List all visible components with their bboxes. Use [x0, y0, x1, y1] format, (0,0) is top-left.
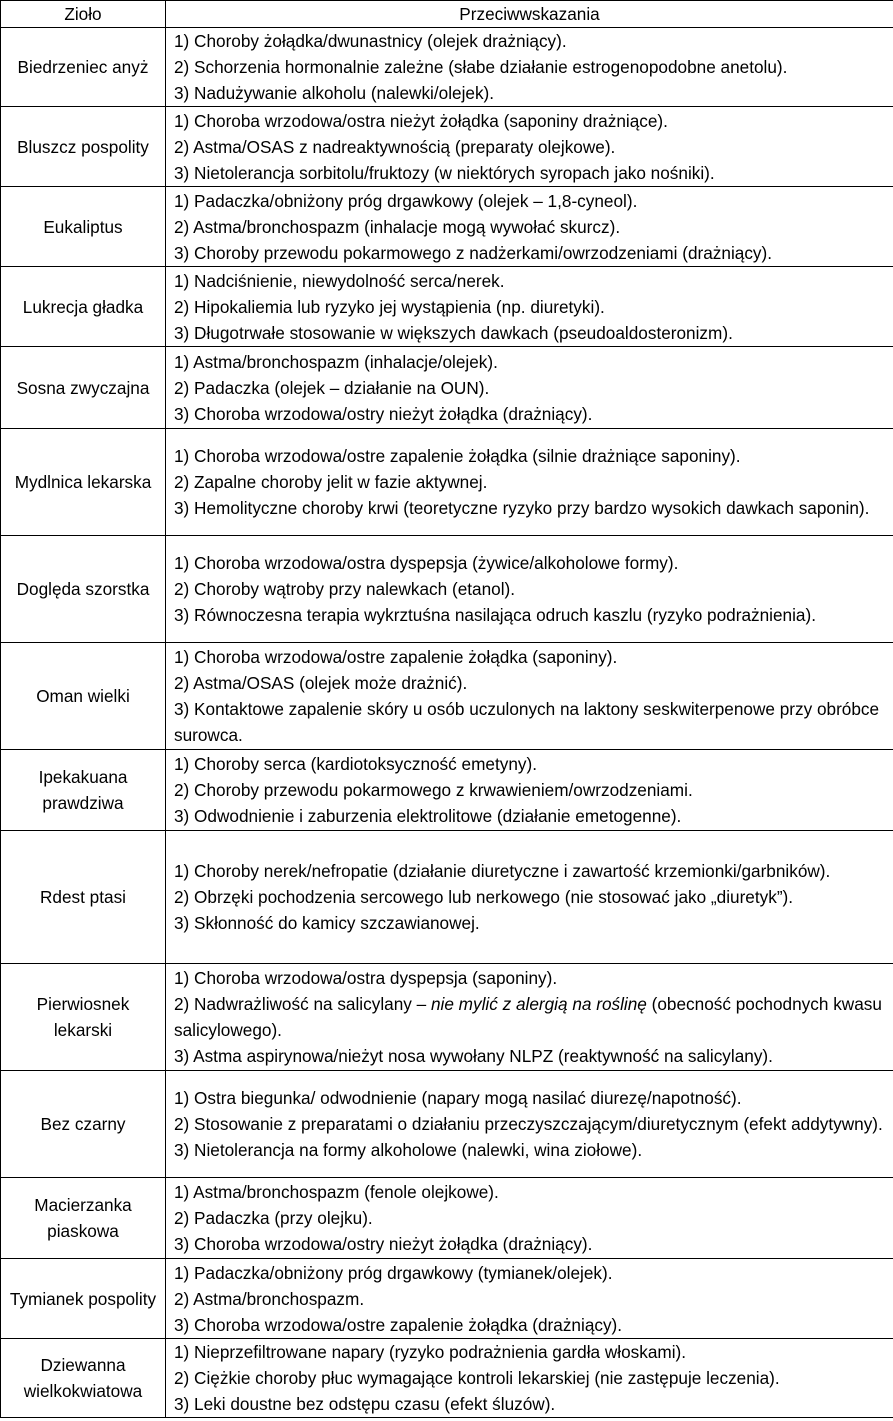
contraindications-cell: [166, 1178, 893, 1259]
herb-name: Pierwiosnek lekarski: [1, 964, 166, 1071]
contraindication-item: 2) Ciężkie choroby płuc wymagające kontroli lekarskiej (nie zastępuje leczenia).: [174, 1368, 780, 1388]
contraindication-item: 3) Skłonność do kamicy szczawianowej.: [174, 913, 480, 933]
table-row: [1, 964, 893, 1071]
table-row: [1, 1178, 893, 1259]
contraindication-item: 1) Ostra biegunka/ odwodnienie (napary mogą nasilać diurezę/napotność).: [174, 1088, 742, 1108]
contraindication-item: 3) Odwodnienie i zaburzenia elektrolitowe (działanie emetogenne).: [174, 806, 682, 826]
contraindications-cell: [166, 1259, 893, 1339]
contraindications-cell: [166, 429, 893, 536]
contraindication-item: 1) Choroby serca (kardiotoksyczność emetyny).: [174, 754, 537, 774]
contraindication-item: 3) Nadużywanie alkoholu (nalewki/olejek).: [174, 83, 495, 103]
herb-name: Ipekakuana prawdziwa: [1, 750, 166, 831]
contraindication-item: 2) Schorzenia hormonalnie zależne (słabe działanie estrogenopodobne anetolu).: [174, 57, 788, 77]
table-row: [1, 750, 893, 831]
header-herb: Zioło: [1, 1, 166, 28]
herb-name: Doględa szorstka: [1, 536, 166, 643]
contraindication-item: 1) Choroby nerek/nefropatie (działanie diuretyczne i zawartość krzemionki/garbników).: [174, 861, 831, 881]
contraindications-cell: [166, 267, 893, 347]
herb-name: Macierzanka piaskowa: [1, 1178, 166, 1259]
contraindication-item: 3) Nietolerancja na formy alkoholowe (nalewki, wina ziołowe).: [174, 1140, 643, 1160]
contraindications-cell: [166, 347, 893, 429]
contraindication-item: 2) Padaczka (przy olejku).: [174, 1208, 373, 1228]
herb-name: Eukaliptus: [1, 187, 166, 267]
contraindication-item: 1) Astma/bronchospazm (inhalacje/olejek).: [174, 351, 498, 372]
contraindication-item: 3) Leki doustne bez odstępu czasu (efekt śluzów).: [174, 1394, 556, 1414]
herb-name: Sosna zwyczajna: [1, 347, 166, 429]
contraindication-item: 3) Równoczesna terapia wykrztuśna nasilająca odruch kaszlu (ryzyko podrażnienia).: [174, 605, 816, 625]
contraindications-cell: [166, 831, 893, 964]
contraindication-item: 2) Choroby wątroby przy nalewkach (etanol).: [174, 579, 516, 599]
table-row: [1, 28, 893, 107]
contraindications-cell: [166, 964, 893, 1071]
contraindication-item: 1) Padaczka/obniżony próg drgawkowy (olejek – 1,8-cyneol).: [174, 190, 638, 211]
contraindication-item: 3) Hemolityczne choroby krwi (teoretyczne ryzyko przy bardzo wysokich dawkach saponin).: [174, 498, 870, 518]
contraindication-item: 3) Choroba wrzodowa/ostre zapalenie żołądka (drażniący).: [174, 1314, 623, 1335]
contraindication-item: 1) Nieprzefiltrowane napary (ryzyko podrażnienia gardła włoskami).: [174, 1342, 687, 1362]
table-row: [1, 1259, 893, 1339]
contraindication-item: 3) Choroby przewodu pokarmowego z nadżerkami/owrzodzeniami (drażniący).: [174, 242, 773, 263]
header-row: [1, 1, 893, 28]
herb-name: Lukrecja gładka: [1, 267, 166, 347]
contraindication-item: 3) Długotrwałe stosowanie w większych dawkach (pseudoaldosteronizm).: [174, 322, 733, 343]
contraindication-item: 1) Choroba wrzodowa/ostra nieżyt żołądka (saponiny drażniące).: [174, 110, 668, 131]
contraindication-item: 2) Stosowanie z preparatami o działaniu przeczyszczającym/diuretycznym (efekt addytywny).: [174, 1114, 883, 1134]
herb-name: Rdest ptasi: [1, 831, 166, 964]
contraindication-item: 2) Choroby przewodu pokarmowego z krwawieniem/owrzodzeniami.: [174, 780, 693, 800]
contraindications-cell: [166, 187, 893, 267]
herb-name: Bluszcz pospolity: [1, 107, 166, 187]
herb-name: Oman wielki: [1, 643, 166, 750]
table-row: [1, 1339, 893, 1418]
contraindications-cell: [166, 643, 893, 750]
contraindication-item: 3) Choroba wrzodowa/ostry nieżyt żołądka (drażniący).: [174, 1234, 593, 1254]
contraindication-item: 2) Padaczka (olejek – działanie na OUN).: [174, 377, 490, 398]
contraindication-item: 2) Astma/bronchospazm (inhalacje mogą wywołać skurcz).: [174, 216, 621, 237]
contraindication-item: 2) Obrzęki pochodzenia sercowego lub nerkowego (nie stosować jako „diuretyk”).: [174, 887, 794, 907]
table-row: [1, 347, 893, 429]
item-emphasis: nie mylić z alergią na roślinę: [430, 994, 647, 1014]
contraindication-item: 1) Choroba wrzodowa/ostre zapalenie żołądka (silnie drażniące saponiny).: [174, 446, 741, 466]
contraindications-cell: [166, 1339, 893, 1418]
contraindications-cell: [166, 536, 893, 643]
table-row: [1, 107, 893, 187]
herb-name: Mydlnica lekarska: [1, 429, 166, 536]
contraindication-item: 1) Choroba wrzodowa/ostra dyspepsja (saponiny).: [174, 968, 558, 988]
contraindication-item: 1) Choroby żołądka/dwunastnicy (olejek drażniący).: [174, 31, 567, 51]
contraindications-cell: [166, 107, 893, 187]
item-text: (obecność pochodnych kwasu salicylowego).: [174, 994, 882, 1040]
contraindications-cell: [166, 1071, 893, 1178]
contraindication-item: 1) Padaczka/obniżony próg drgawkowy (tymianek/olejek).: [174, 1262, 613, 1283]
contraindication-item: 2) Astma/bronchospazm.: [174, 1288, 365, 1309]
table-row: [1, 643, 893, 750]
contraindication-item: 1) Choroba wrzodowa/ostra dyspepsja (żywice/alkoholowe formy).: [174, 553, 679, 573]
table-row: [1, 831, 893, 964]
table-row: [1, 536, 893, 643]
table-row: [1, 1071, 893, 1178]
herb-name: Bez czarny: [1, 1071, 166, 1178]
table-row: [1, 429, 893, 536]
contraindication-item: 3) Kontaktowe zapalenie skóry u osób uczulonych na laktony seskwiterpenowe przy obróbce surowca.: [174, 699, 880, 745]
contraindication-item: 3) Choroba wrzodowa/ostry nieżyt żołądka (drażniący).: [174, 403, 593, 424]
contraindication-item: 2) Zapalne choroby jelit w fazie aktywnej.: [174, 472, 488, 492]
contraindication-item: 3) Nietolerancja sorbitolu/fruktozy (w niektórych syropach jako nośniki).: [174, 162, 715, 183]
contraindication-item: 1) Nadciśnienie, niewydolność serca/nerek.: [174, 270, 505, 291]
contraindication-item: 2) Astma/OSAS (olejek może drażnić).: [174, 673, 468, 693]
header-contraindications: Przeciwwskazania: [166, 1, 893, 28]
contraindication-item: 1) Astma/bronchospazm (fenole olejkowe).: [174, 1182, 499, 1202]
contraindications-cell: [166, 750, 893, 831]
herb-name: Tymianek pospolity: [1, 1259, 166, 1339]
herb-name: Biedrzeniec anyż: [1, 28, 166, 107]
contraindication-item: 2) Astma/OSAS z nadreaktywnością (preparaty olejkowe).: [174, 136, 616, 157]
contraindication-item: 1) Choroba wrzodowa/ostre zapalenie żołądka (saponiny).: [174, 647, 618, 667]
contraindications-cell: [166, 28, 893, 107]
contraindication-item: [174, 991, 888, 1043]
table-row: [1, 267, 893, 347]
item-text: 2) Nadwrażliwość na salicylany –: [174, 994, 431, 1014]
contraindication-item: 3) Astma aspirynowa/nieżyt nosa wywołany NLPZ (reaktywność na salicylany).: [174, 1046, 773, 1066]
table-row: [1, 187, 893, 267]
contraindication-item: 2) Hipokaliemia lub ryzyko jej wystąpienia (np. diuretyki).: [174, 296, 605, 317]
herb-name: Dziewanna wielkokwiatowa: [1, 1339, 166, 1418]
